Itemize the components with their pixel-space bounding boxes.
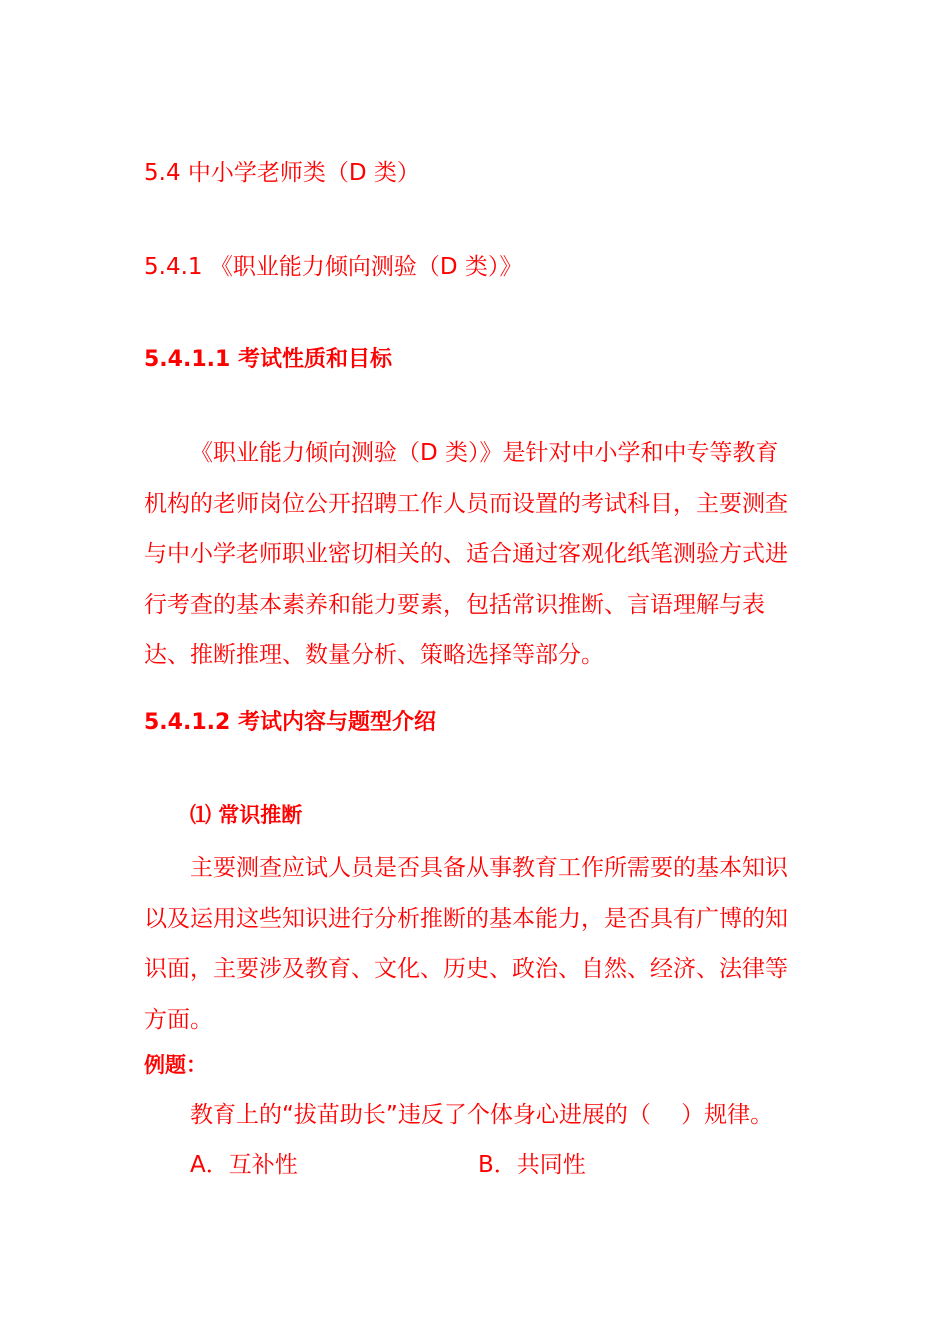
example-question: 教育上的“拔苗助长”违反了个体身心进展的（ ）规律。	[190, 1102, 774, 1128]
option-b: B．共同性	[478, 1152, 586, 1178]
heading-5-4-1: 5.4.1 《职业能力倾向测验（D 类）》	[144, 254, 523, 280]
paragraph-common-sense: 主要测查应试人员是否具备从事教育工作所需要的基本知识以及运用这些知识进行分析推断的基本能力，是否具有广博的知识面，主要涉及教育、文化、历史、政治、自然、经济、法律等方面。	[144, 855, 788, 1033]
heading-5-4-1-2: 5.4.1.2 考试内容与题型介绍	[144, 710, 436, 735]
option-a: A．互补性	[190, 1152, 298, 1178]
example-label: 例题：	[144, 1053, 207, 1077]
subheading-common-sense: ⑴ 常识推断	[190, 803, 303, 827]
heading-5-4: 5.4 中小学老师类（D 类）	[144, 160, 420, 186]
paragraph-exam-nature: 《职业能力倾向测验（D 类）》是针对中小学和中专等教育机构的老师岗位公开招聘工作人员而设置的考试科目，主要测查与中小学老师职业密切相关的、适合通过客观化纸笔测验方式进行考查的基本素养和能力要素，包括常识推断、言语理解与表达、推断推理、数量分析、策略选择等部分。	[144, 440, 788, 668]
heading-5-4-1-1: 5.4.1.1 考试性质和目标	[144, 347, 392, 372]
